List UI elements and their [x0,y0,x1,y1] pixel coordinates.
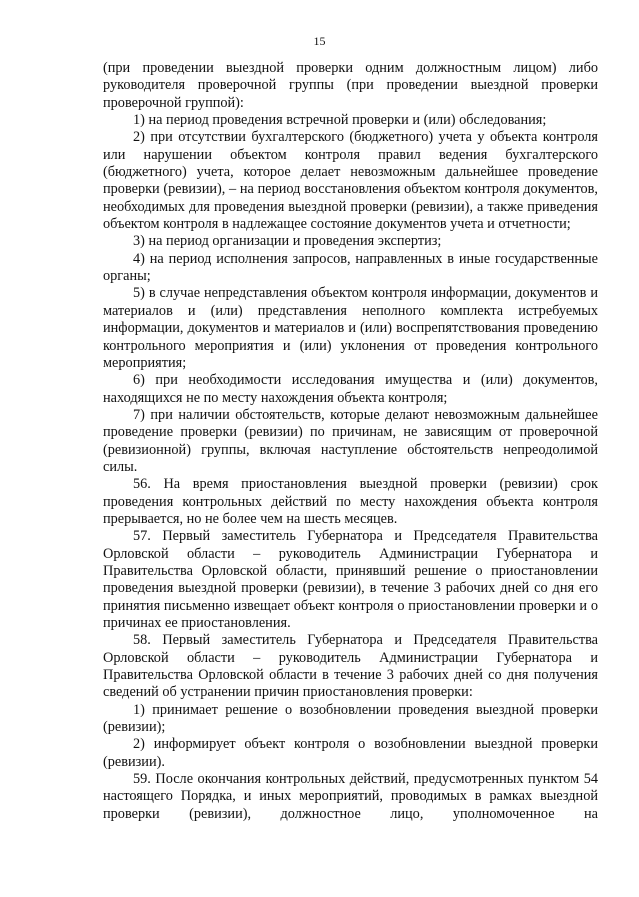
page-number: 15 [313,34,326,48]
paragraph-item-1: 1) на период проведения встречной проверки и (или) обследования; [133,112,547,129]
paragraph-item-3: 3) на период организации и проведения экспертиз; [133,233,442,250]
paragraph-section-56: 56. На время приостановления выездной проверки (ревизии) срок проведения контрольных действий по месту нахождения объекта контроля прерывается, но не более чем на шесть месяцев. [103,476,598,527]
paragraph-item-5: 5) в случае непредставления объектом контроля информации, документов и материалов и (или) представления неполного комплекта истребуемых информации, документов и материалов и (или) воспрепятствования проведению контрольного мероприятия и (или) уклонения от проведения контрольного мероприятия; [103,285,598,371]
paragraph-section-59: 59. После окончания контрольных действий, предусмотренных пунктом 54 настоящего Порядка, и иных мероприятий, проводимых в рамках выездной проверки (ревизии), должностное лицо, уполномоченное на [103,771,598,822]
paragraph-intro-continuation: (при проведении выездной проверки одним должностным лицом) либо руководителя проверочной группы (при проведении выездной проверки проверочной группой): [103,60,598,111]
paragraph-item-2: 2) при отсутствии бухгалтерского (бюджетного) учета у объекта контроля или нарушении объектом контроля правил ведения бухгалтерского (бюджетного) учета, которое делает невозможным дальнейшее проведение проверки (ревизии), – на период восстановления объектом контроля документов, необходимых для проведения выездной проверки (ревизии), а также приведения объектом контроля в надлежащее состояние документов учета и отчетности; [103,129,598,233]
paragraph-section-58-item-2: 2) информирует объект контроля о возобновлении выездной проверки (ревизии). [103,736,598,770]
paragraph-item-4: 4) на период исполнения запросов, направленных в иные государственные органы; [103,250,598,285]
paragraph-section-58: 58. Первый заместитель Губернатора и Председателя Правительства Орловской области – руководитель Администрации Губернатора и Правительства Орловской области в течение 3 рабочих дней со дня получения сведений об устранении причин приостановления проверки: [103,632,598,701]
paragraph-section-57: 57. Первый заместитель Губернатора и Председателя Правительства Орловской области – руководитель Администрации Губернатора и Правительства Орловской области, принявший решение о приостановлении проведения выездной проверки (ревизии), в течение 3 рабочих дней со дня его принятия письменно извещает объект контроля о приостановлении проверки и о причинах ее приостановления. [103,528,598,631]
paragraph-item-6: 6) при необходимости исследования имущества и (или) документов, находящихся не по месту нахождения объекта контроля; [103,372,598,406]
paragraph-section-58-item-1: 1) принимает решение о возобновлении проведения выездной проверки (ревизии); [103,701,598,736]
document-body [103,60,598,823]
paragraph-item-7: 7) при наличии обстоятельств, которые делают невозможным дальнейшее проведение проверки (ревизии) по причинам, не зависящим от проверочной (ревизионной) группы, включая наступление обстоятельств непреодолимой силы. [103,406,598,475]
